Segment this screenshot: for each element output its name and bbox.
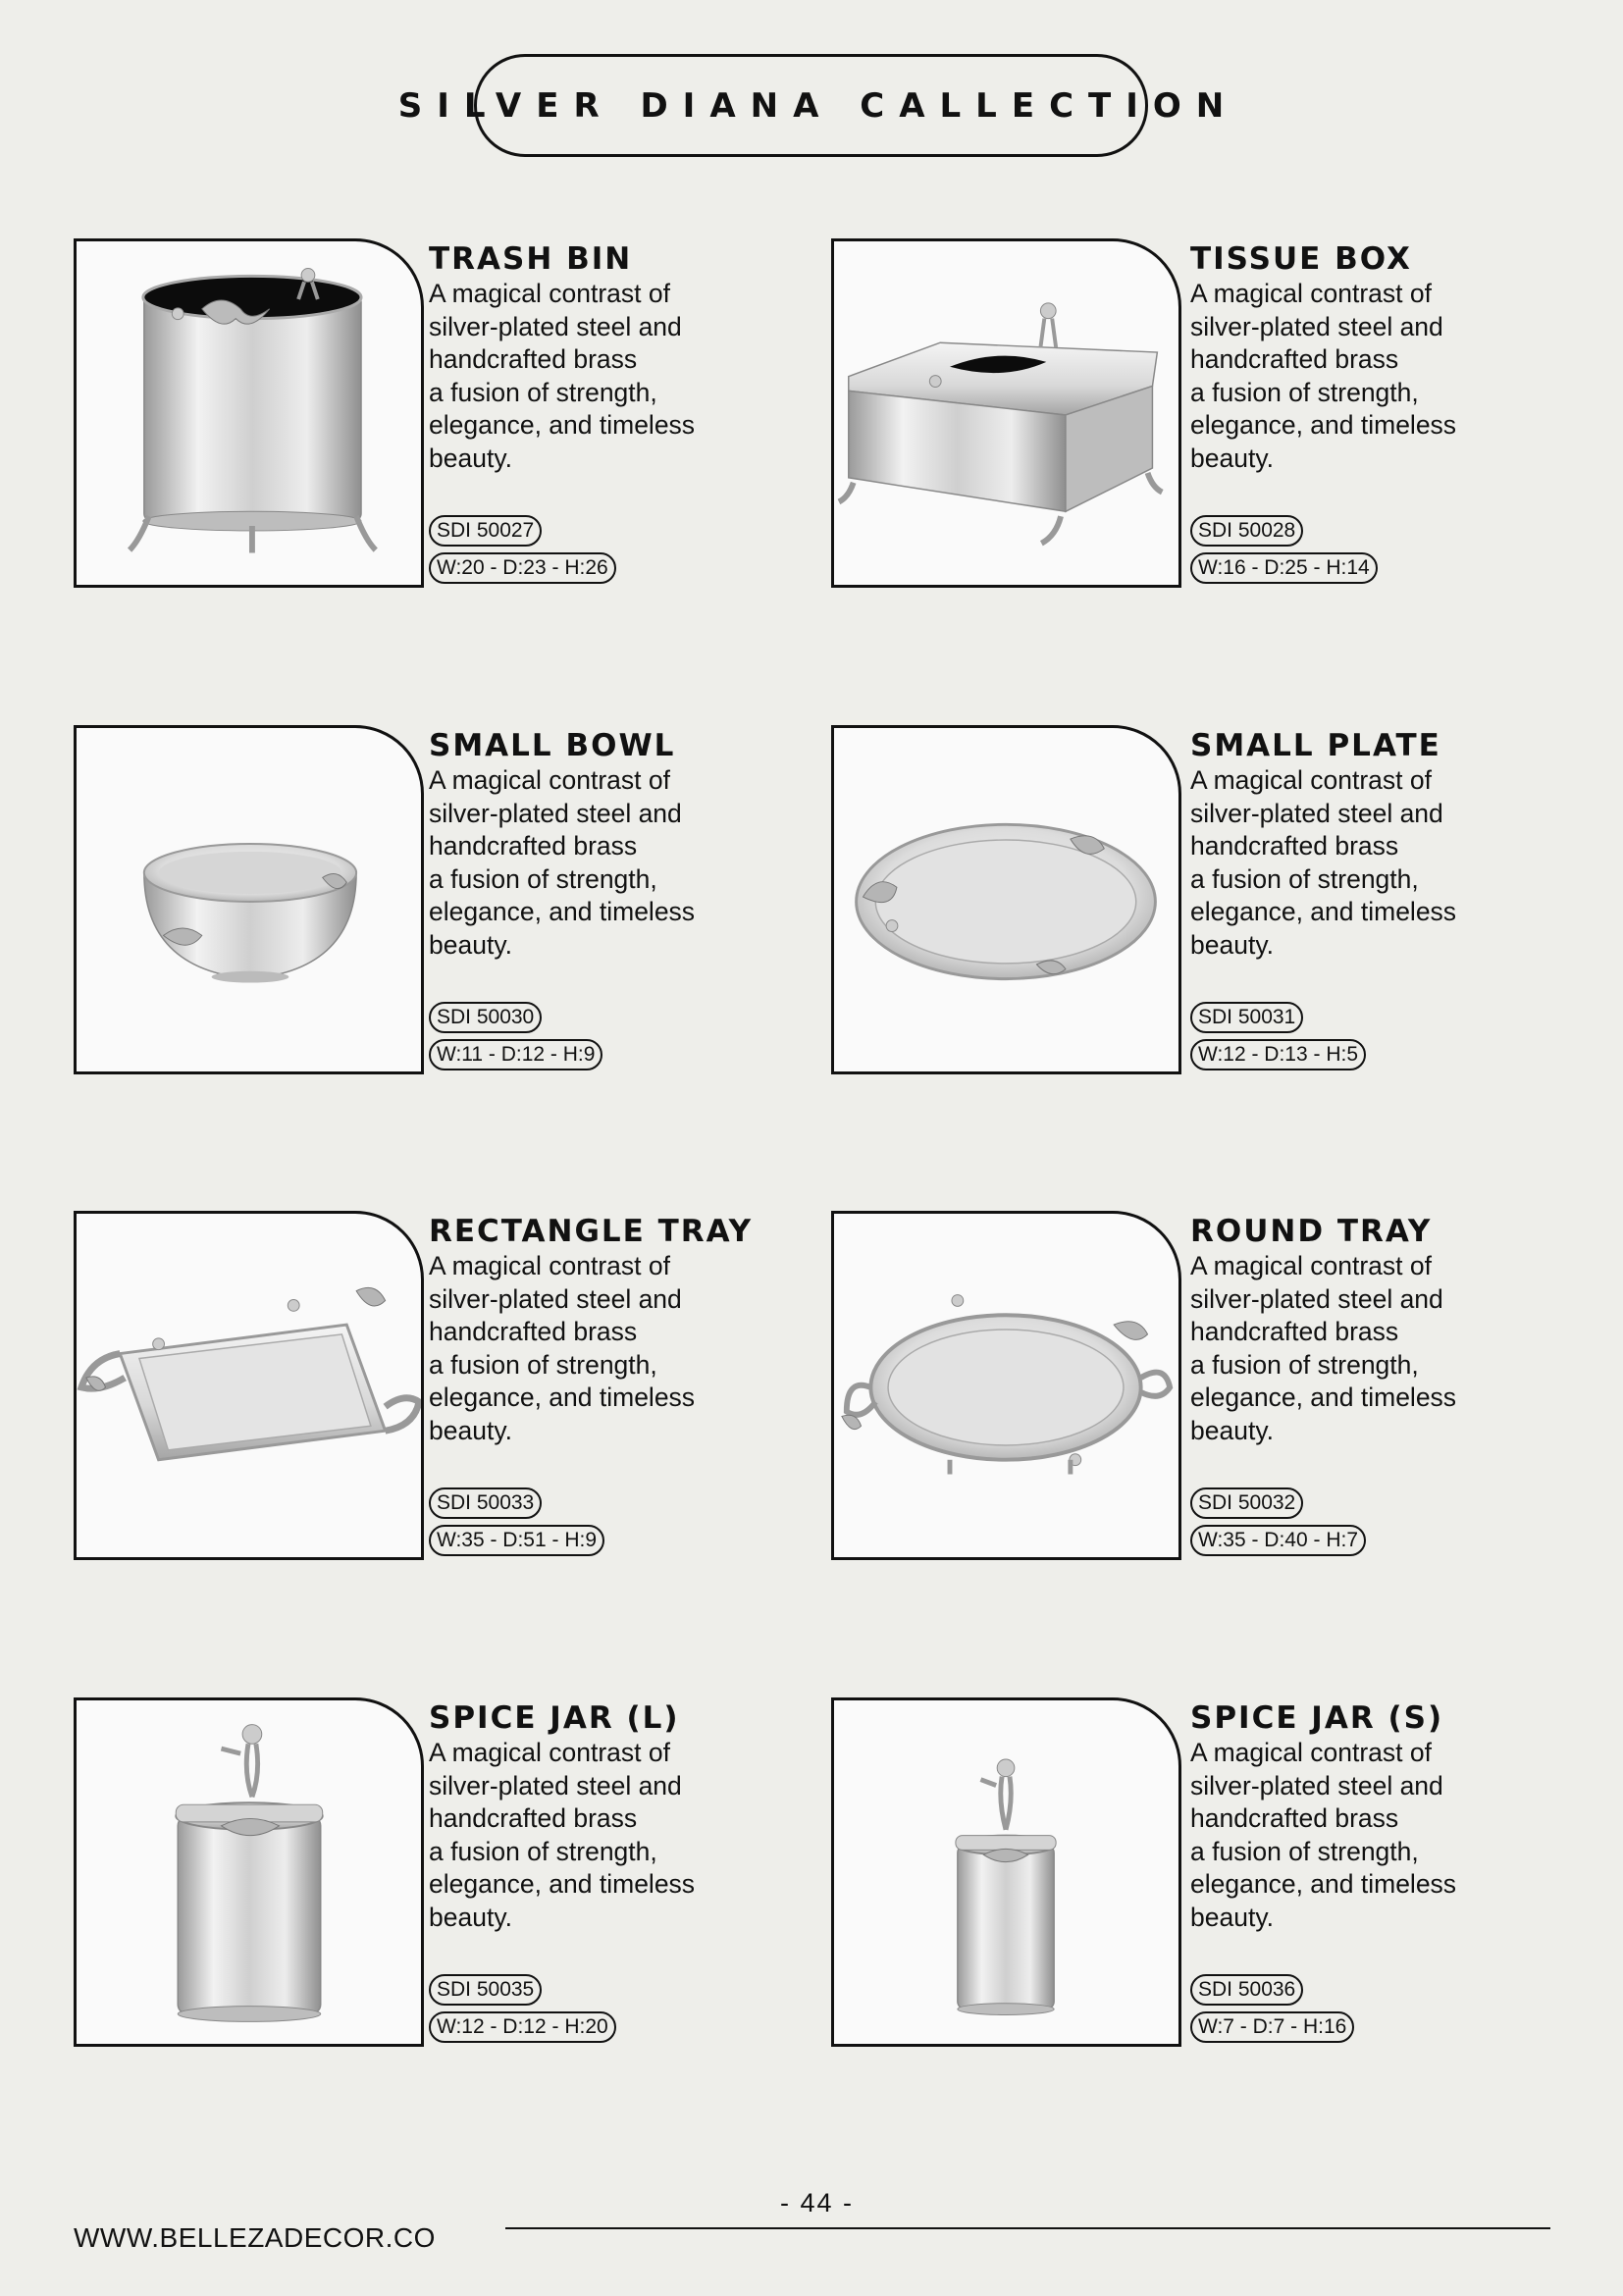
product-dimensions-badge: W:20 - D:23 - H:26	[429, 552, 616, 584]
product-info	[1190, 1211, 1544, 1551]
product-info	[429, 1697, 782, 2038]
product-description: A magical contrast of silver-plated steel and handcrafted brass a fusion of strength, elegance, and timeless beauty.	[429, 1251, 696, 1445]
product-dimensions-badge: W:12 - D:13 - H:5	[1190, 1039, 1366, 1070]
product-description: A magical contrast of silver-plated steel and handcrafted brass a fusion of strength, elegance, and timeless beauty.	[1190, 279, 1457, 473]
product-name: TISSUE BOX	[1190, 241, 1412, 277]
product-name: SMALL BOWL	[429, 728, 676, 763]
tissue-box-image	[834, 241, 1178, 585]
product-info	[1190, 725, 1544, 1066]
rectangle-tray-image	[77, 1214, 421, 1557]
product-card-spice-jar-small	[831, 1697, 1557, 2051]
product-code-badge: SDI 50033	[429, 1487, 542, 1519]
product-image-frame	[74, 1211, 424, 1560]
product-image-frame	[831, 238, 1181, 588]
product-card-rectangle-tray	[74, 1211, 800, 1564]
product-description: A magical contrast of silver-plated steel and handcrafted brass a fusion of strength, elegance, and timeless beauty.	[1190, 1251, 1457, 1445]
product-description: A magical contrast of silver-plated steel and handcrafted brass a fusion of strength, elegance, and timeless beauty.	[429, 279, 696, 473]
footer-divider	[505, 2227, 1550, 2229]
small-bowl-image	[77, 728, 421, 1071]
small-plate-image	[834, 728, 1178, 1071]
page-number: - 44 -	[779, 2188, 855, 2218]
product-code-badge: SDI 50032	[1190, 1487, 1303, 1519]
product-dimensions-badge: W:12 - D:12 - H:20	[429, 2011, 616, 2043]
footer-website-link[interactable]: WWW.BELLEZADECOR.CO	[74, 2222, 436, 2253]
product-dimensions-badge: W:7 - D:7 - H:16	[1190, 2011, 1354, 2043]
product-card-trash-bin	[74, 238, 800, 592]
product-code-badge: SDI 50031	[1190, 1002, 1303, 1033]
product-card-tissue-box	[831, 238, 1557, 592]
product-image-frame	[831, 725, 1181, 1074]
product-name: ROUND TRAY	[1190, 1214, 1433, 1249]
product-code-badge: SDI 50028	[1190, 515, 1303, 547]
product-code-badge: SDI 50035	[429, 1974, 542, 2006]
product-code-badge: SDI 50027	[429, 515, 542, 547]
product-card-small-bowl	[74, 725, 800, 1078]
trash-bin-image	[77, 241, 421, 585]
product-card-spice-jar-large	[74, 1697, 800, 2051]
product-name: TRASH BIN	[429, 241, 633, 277]
product-image-frame	[831, 1211, 1181, 1560]
product-info	[1190, 238, 1544, 579]
product-description: A magical contrast of silver-plated steel and handcrafted brass a fusion of strength, elegance, and timeless beauty.	[429, 1738, 696, 1932]
product-code-badge: SDI 50030	[429, 1002, 542, 1033]
product-image-frame	[831, 1697, 1181, 2047]
product-description: A magical contrast of silver-plated steel and handcrafted brass a fusion of strength, elegance, and timeless beauty.	[1190, 1738, 1457, 1932]
product-info	[1190, 1697, 1544, 2038]
spice-jar-large-image	[77, 1700, 421, 2044]
spice-jar-small-image	[834, 1700, 1178, 2044]
product-description: A magical contrast of silver-plated steel and handcrafted brass a fusion of strength, elegance, and timeless beauty.	[429, 765, 696, 960]
product-card-small-plate	[831, 725, 1557, 1078]
round-tray-image	[834, 1214, 1178, 1557]
product-name: RECTANGLE TRAY	[429, 1214, 754, 1249]
product-image-frame	[74, 725, 424, 1074]
product-description: A magical contrast of silver-plated steel and handcrafted brass a fusion of strength, elegance, and timeless beauty.	[1190, 765, 1457, 960]
product-dimensions-badge: W:11 - D:12 - H:9	[429, 1039, 602, 1070]
product-image-frame	[74, 1697, 424, 2047]
collection-title: SILVER DIANA CALLECTION	[474, 54, 1148, 157]
product-dimensions-badge: W:35 - D:40 - H:7	[1190, 1525, 1366, 1556]
product-card-round-tray	[831, 1211, 1557, 1564]
product-image-frame	[74, 238, 424, 588]
product-name: SPICE JAR (L)	[429, 1700, 680, 1736]
product-dimensions-badge: W:16 - D:25 - H:14	[1190, 552, 1378, 584]
product-info	[429, 1211, 782, 1551]
product-name: SPICE JAR (S)	[1190, 1700, 1444, 1736]
product-info	[429, 238, 782, 579]
product-code-badge: SDI 50036	[1190, 1974, 1303, 2006]
product-name: SMALL PLATE	[1190, 728, 1441, 763]
product-dimensions-badge: W:35 - D:51 - H:9	[429, 1525, 604, 1556]
product-info	[429, 725, 782, 1066]
